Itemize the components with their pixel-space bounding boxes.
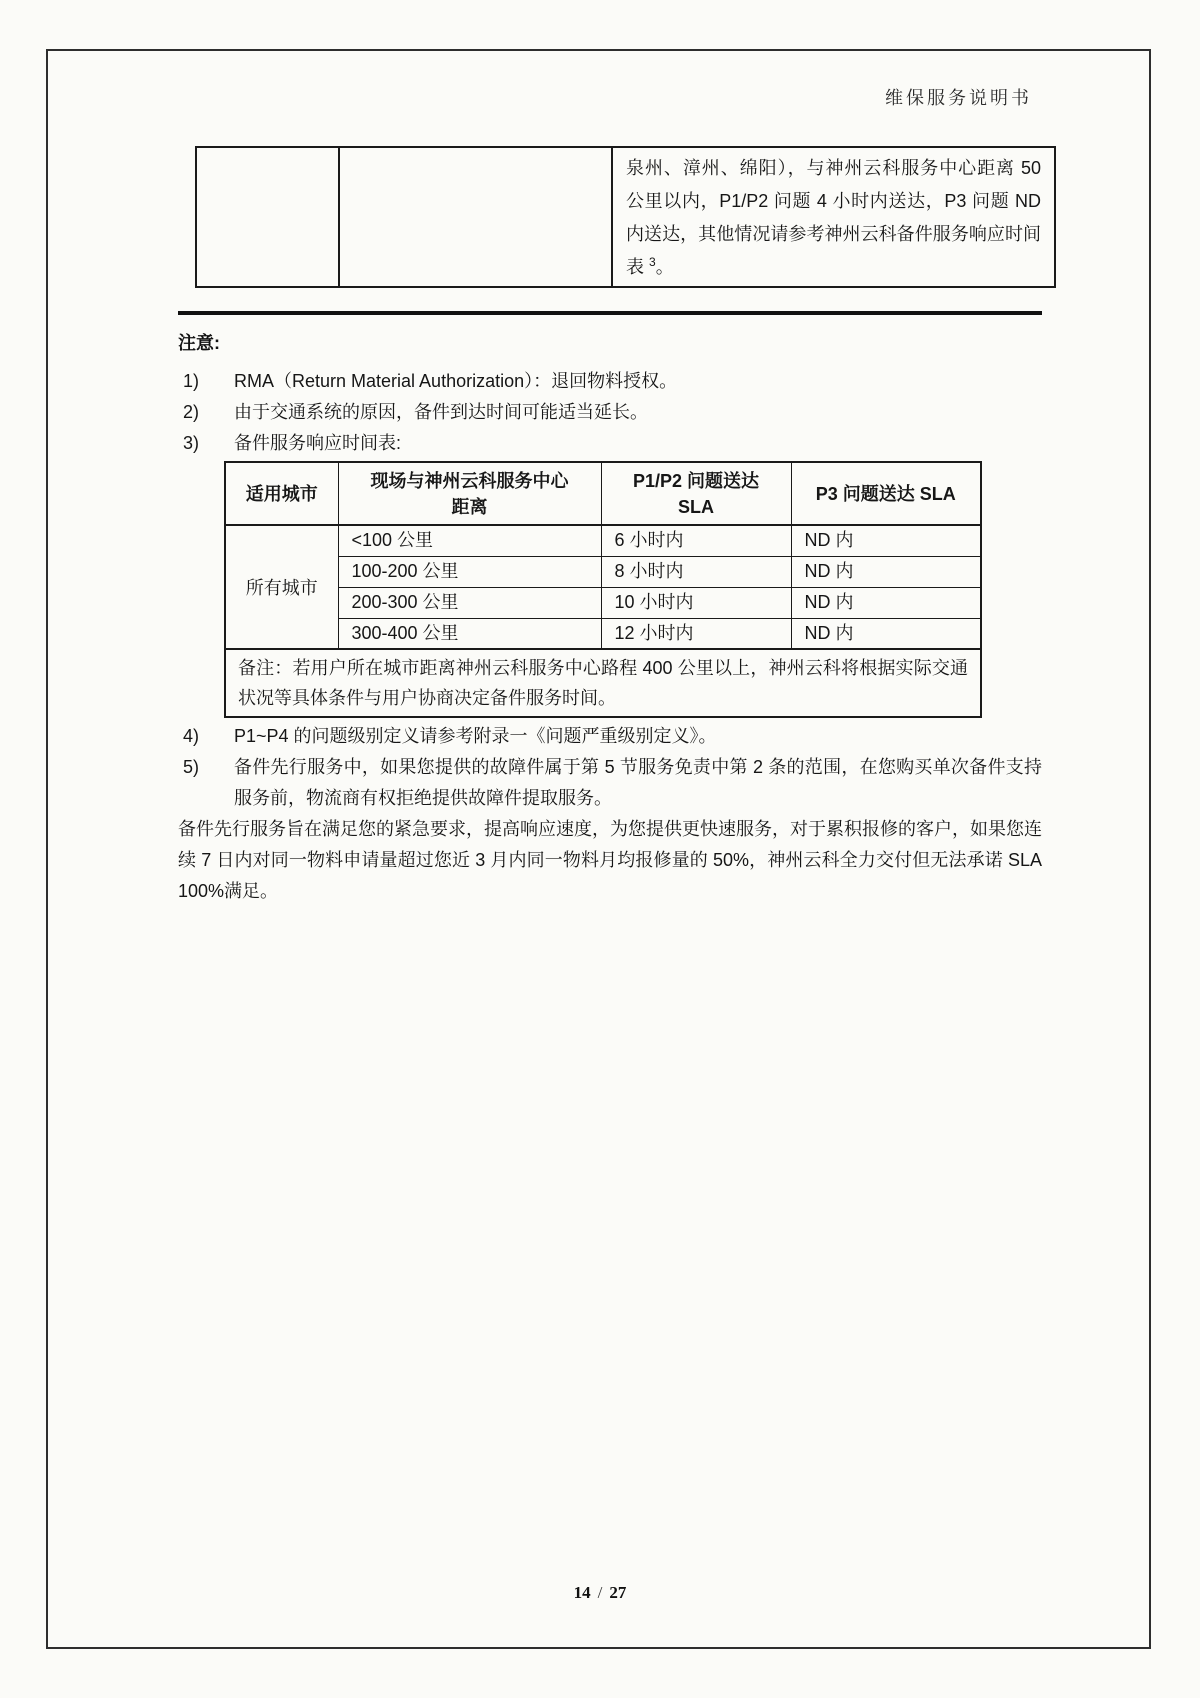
cell-p3-sla: ND 内 xyxy=(791,587,981,618)
notice-item-2 xyxy=(183,397,1042,428)
col-header-p3-sla xyxy=(791,462,981,525)
col-header-p12-line1: P1/P2 问题送达 xyxy=(632,470,760,491)
notice-item-1 xyxy=(183,366,1042,397)
page-number xyxy=(0,1583,1200,1603)
notice-item-2-number: 2) xyxy=(183,402,200,422)
fragment-cell-empty-2 xyxy=(340,148,613,286)
fragment-text: 泉州、漳州、绵阳），与神州云科服务中心距离 50 公里以内，P1/P2 问题 4 小时内送达，P3 问题 ND 内送达，其他情况请参考神州云科备件服务响应时间表 xyxy=(626,158,1041,277)
section-divider-rule xyxy=(178,311,1042,315)
notice-item-2-text: 由于交通系统的原因，备件到达时间可能适当延长。 xyxy=(234,402,648,422)
cell-p12-sla: 6 小时内 xyxy=(601,525,791,556)
col-header-p12-line2: SLA xyxy=(678,496,714,517)
notice-item-4 xyxy=(183,721,1042,752)
notice-item-3 xyxy=(183,428,1042,459)
page-number-current: 14 xyxy=(573,1583,591,1602)
table-remark-row xyxy=(225,649,981,717)
fragment-cell-text xyxy=(613,148,1054,286)
spare-parts-sla-table xyxy=(224,461,982,718)
col-header-distance-line2: 距离 xyxy=(451,496,488,517)
page-number-total: 27 xyxy=(609,1583,627,1602)
cell-p3-sla: ND 内 xyxy=(791,556,981,587)
notice-item-5 xyxy=(183,752,1042,814)
col-header-p12-sla xyxy=(601,462,791,525)
table-row xyxy=(225,587,981,618)
table-row xyxy=(225,525,981,556)
continued-table-fragment xyxy=(195,146,1056,288)
table-row xyxy=(225,618,981,649)
col-header-p3-text: P3 问题送达 SLA xyxy=(815,483,956,504)
cell-p12-sla: 10 小时内 xyxy=(601,587,791,618)
closing-paragraph: 备件先行服务旨在满足您的紧急要求，提高响应速度，为您提供更快速服务，对于累积报修的客户，如果您连续 7 日内对同一物料申请量超过您近 3 月内同一物料月均报修量的 50%，神州云科全力交付但无法承诺 SLA 100%满足。 xyxy=(178,819,1042,901)
cell-p12-sla: 8 小时内 xyxy=(601,556,791,587)
notice-item-4-text: P1~P4 的问题级别定义请参考附录一《问题严重级别定义》。 xyxy=(234,726,717,746)
col-header-applicable-city-text: 适用城市 xyxy=(245,483,318,504)
notice-heading: 注意: xyxy=(178,333,220,353)
col-header-distance-line1: 现场与神州云科服务中心 xyxy=(370,470,569,491)
notice-item-5-text: 备件先行服务中，如果您提供的故障件属于第 5 节服务免责中第 2 条的范围，在您购买单次备件支持服务前，物流商有权拒绝提供故障件提取服务。 xyxy=(234,757,1042,808)
notice-item-1-number: 1) xyxy=(183,371,200,391)
sla-table-header-row xyxy=(225,462,981,525)
notice-item-3-text: 备件服务响应时间表: xyxy=(234,433,402,453)
cell-p12-sla: 12 小时内 xyxy=(601,618,791,649)
notice-item-3-number: 3) xyxy=(183,433,200,453)
page-number-separator: / xyxy=(597,1583,603,1602)
cell-distance: 300-400 公里 xyxy=(338,618,601,649)
notice-item-1-text: RMA（Return Material Authorization）：退回物料授权。 xyxy=(234,371,678,391)
cell-p3-sla: ND 内 xyxy=(791,525,981,556)
footnote-ref: 3 xyxy=(649,255,656,269)
fragment-text-period: 。 xyxy=(655,257,674,277)
table-remark: 备注：若用户所在城市距离神州云科服务中心路程 400 公里以上，神州云科将根据实际交通状况等具体条件与用户协商决定备件服务时间。 xyxy=(225,649,981,717)
page-header-title: 维保服务说明书 xyxy=(885,88,1032,108)
cell-city-group: 所有城市 xyxy=(225,525,338,649)
col-header-distance xyxy=(338,462,601,525)
fragment-cell-empty-1 xyxy=(197,148,340,286)
notice-item-5-number: 5) xyxy=(183,757,200,777)
cell-distance: 200-300 公里 xyxy=(338,587,601,618)
col-header-applicable-city xyxy=(225,462,338,525)
table-row xyxy=(225,556,981,587)
cell-distance: 100-200 公里 xyxy=(338,556,601,587)
notice-item-4-number: 4) xyxy=(183,726,200,746)
cell-p3-sla: ND 内 xyxy=(791,618,981,649)
cell-distance: <100 公里 xyxy=(338,525,601,556)
